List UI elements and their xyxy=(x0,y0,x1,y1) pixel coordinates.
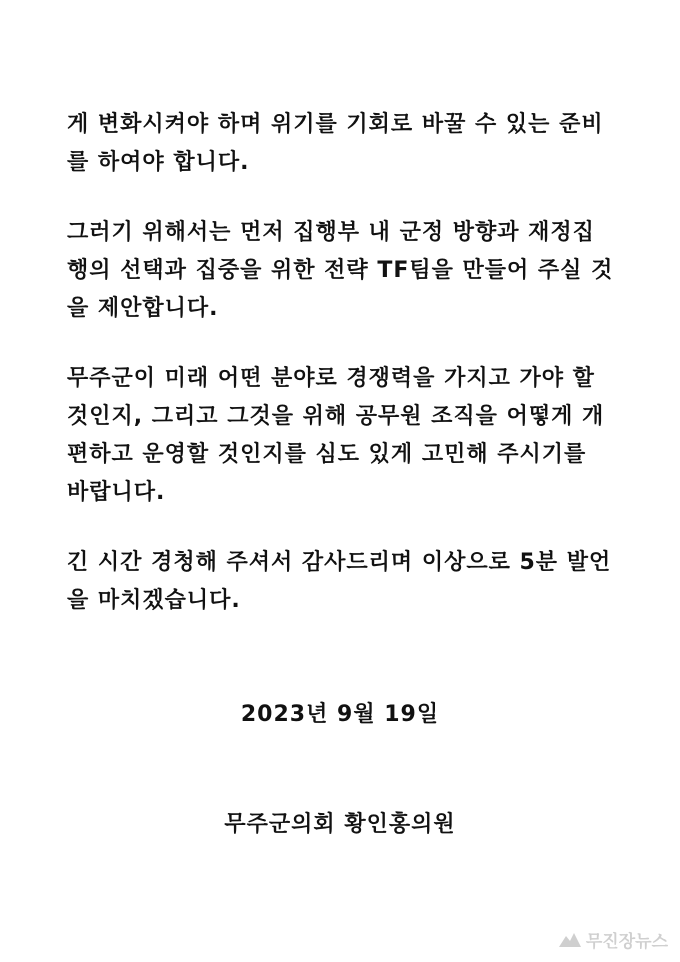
paragraph-1-line-2: 를 하여야 합니다. xyxy=(67,150,250,175)
signature: 무주군의회 황인홍의원 xyxy=(224,812,456,837)
document-date: 2023년 9월 19일 xyxy=(240,702,440,727)
paragraph-3-line-1: 무주군이 미래 어떤 분야로 경쟁력을 가지고 가야 할 xyxy=(67,366,595,391)
paragraph-2-line-3: 을 제안합니다. xyxy=(67,296,219,321)
mountain-logo-icon xyxy=(558,930,582,948)
watermark xyxy=(558,926,668,952)
paragraph-2-line-1: 그러기 위해서는 먼저 집행부 내 군정 방향과 재정집 xyxy=(67,220,595,245)
paragraph-3-line-4: 바랍니다. xyxy=(67,480,166,505)
paragraph-3-line-3: 편하고 운영할 것인지를 심도 있게 고민해 주시기를 xyxy=(67,442,587,467)
paragraph-4-line-1: 긴 시간 경청해 주셔서 감사드리며 이상으로 5분 발언 xyxy=(67,550,612,575)
watermark-text: 무진장뉴스 xyxy=(585,931,668,952)
paragraph-2-line-2: 행의 선택과 집중을 위한 전략 TF팀을 만들어 주실 것 xyxy=(67,258,614,283)
paragraph-1-line-1: 게 변화시켜야 하며 위기를 기회로 바꿀 수 있는 준비 xyxy=(67,112,604,137)
paragraph-3-line-2: 것인지, 그리고 그것을 위해 공무원 조직을 어떻게 개 xyxy=(67,404,605,429)
paragraph-4-line-2: 을 마치겠습니다. xyxy=(67,588,241,613)
